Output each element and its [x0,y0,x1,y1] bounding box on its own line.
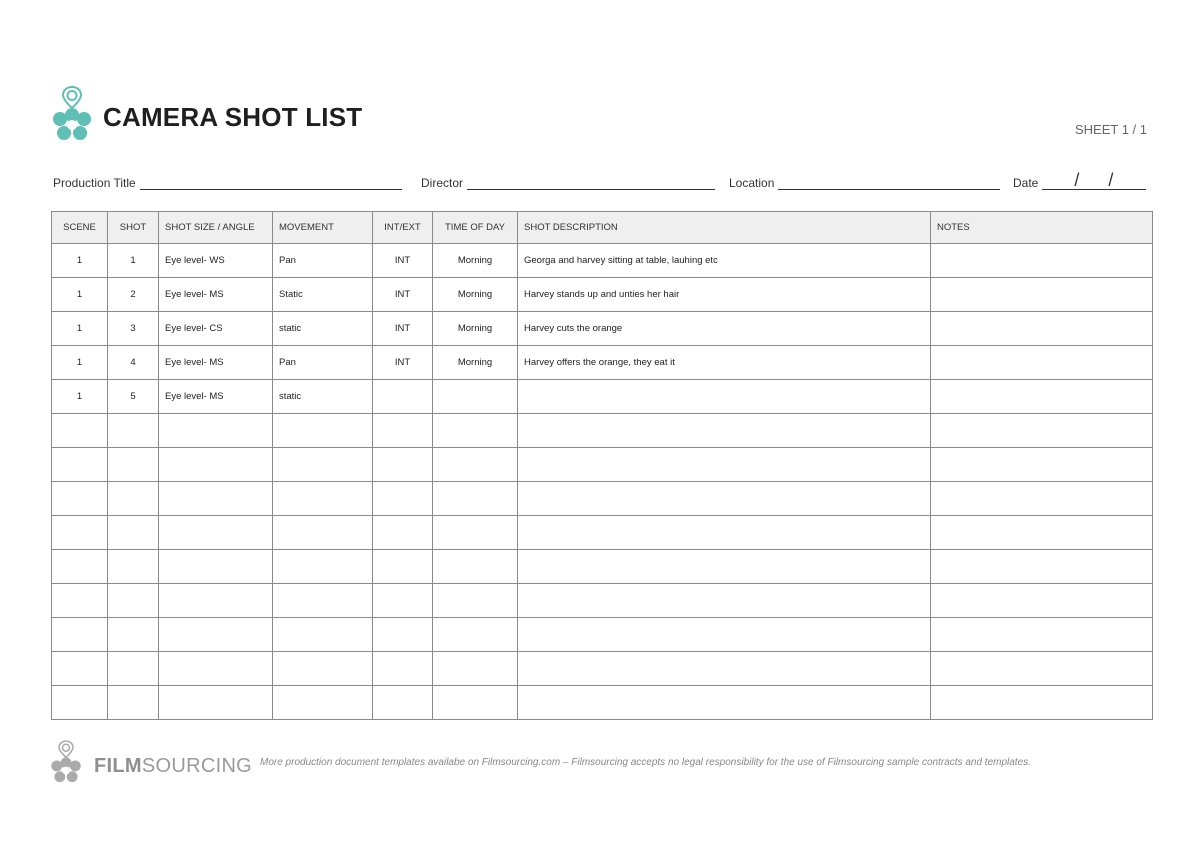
cell-movement[interactable] [273,652,373,686]
column-header-time-of-day: TIME OF DAY [433,212,518,244]
shot-list-table [51,211,1153,720]
cell-movement[interactable] [273,414,373,448]
cell-shot[interactable] [108,448,159,482]
cell-int-ext[interactable] [373,652,433,686]
director-field[interactable] [421,176,715,190]
cell-shot-description[interactable] [518,448,931,482]
cell-shot-description[interactable] [518,516,931,550]
table-row [52,346,1153,380]
cell-shot-description[interactable]: Harvey stands up and unties her hair [518,278,931,312]
cell-time-of-day[interactable]: Morning [433,244,518,278]
table-row [52,618,1153,652]
cell-int-ext[interactable] [373,584,433,618]
cell-shot-size-angle[interactable]: Eye level- MS [159,346,273,380]
cell-shot[interactable] [108,584,159,618]
date-slash: / [1074,170,1080,190]
cell-int-ext[interactable] [373,550,433,584]
footer-brand [94,755,252,778]
table-row [52,414,1153,448]
cell-scene[interactable] [52,448,108,482]
table-row [52,244,1153,278]
production-fields [53,170,1148,194]
cell-scene[interactable] [52,516,108,550]
cell-scene[interactable] [52,550,108,584]
filmsourcing-footer-logo-icon [49,740,83,784]
cell-int-ext[interactable]: INT [373,312,433,346]
cell-shot-description[interactable] [518,686,931,720]
director-line[interactable] [467,177,715,190]
cell-shot-size-angle[interactable] [159,652,273,686]
production-title-line[interactable] [140,177,402,190]
cell-shot[interactable] [108,414,159,448]
cell-scene[interactable]: 1 [52,346,108,380]
cell-notes[interactable] [931,482,1153,516]
cell-scene[interactable] [52,482,108,516]
table-row [52,380,1153,414]
date-field[interactable] [1013,170,1146,190]
filmsourcing-logo-icon [50,86,94,142]
date-line[interactable] [1042,170,1146,190]
cell-time-of-day[interactable]: Morning [433,312,518,346]
cell-time-of-day[interactable] [433,380,518,414]
cell-shot-description[interactable]: Harvey cuts the orange [518,312,931,346]
cell-shot-description[interactable]: Georga and harvey sitting at table, lauhing etc [518,244,931,278]
cell-shot-size-angle[interactable] [159,516,273,550]
column-header-int-ext: INT/EXT [373,212,433,244]
cell-int-ext[interactable]: INT [373,244,433,278]
cell-movement[interactable]: Pan [273,346,373,380]
cell-shot-size-angle[interactable] [159,618,273,652]
table-row [52,448,1153,482]
cell-shot-size-angle[interactable] [159,584,273,618]
cell-scene[interactable]: 1 [52,278,108,312]
cell-notes[interactable] [931,618,1153,652]
cell-shot[interactable]: 5 [108,380,159,414]
sheet-number: SHEET 1 / 1 [1074,122,1147,137]
cell-shot[interactable] [108,686,159,720]
cell-shot-description[interactable] [518,550,931,584]
cell-time-of-day[interactable] [433,482,518,516]
cell-movement[interactable] [273,516,373,550]
cell-scene[interactable] [52,686,108,720]
cell-int-ext[interactable]: INT [373,346,433,380]
cell-shot[interactable] [108,652,159,686]
cell-shot-size-angle[interactable] [159,482,273,516]
footer-brand-bold: FILM [94,755,142,777]
cell-shot[interactable]: 4 [108,346,159,380]
cell-shot-size-angle[interactable] [159,550,273,584]
date-label: Date [1013,176,1039,190]
cell-shot-description[interactable] [518,584,931,618]
cell-time-of-day[interactable] [433,516,518,550]
cell-shot[interactable] [108,482,159,516]
cell-shot[interactable]: 2 [108,278,159,312]
cell-time-of-day[interactable] [433,618,518,652]
cell-shot-size-angle[interactable]: Eye level- CS [159,312,273,346]
cell-time-of-day[interactable] [433,448,518,482]
production-title-field[interactable] [53,176,402,190]
cell-shot[interactable] [108,618,159,652]
table-row [52,686,1153,720]
cell-time-of-day[interactable] [433,686,518,720]
cell-int-ext[interactable] [373,686,433,720]
location-field[interactable] [729,176,1000,190]
cell-notes[interactable] [931,584,1153,618]
cell-int-ext[interactable] [373,414,433,448]
cell-movement[interactable] [273,618,373,652]
cell-int-ext[interactable] [373,380,433,414]
cell-notes[interactable] [931,550,1153,584]
table-body [52,244,1153,720]
cell-shot-description[interactable]: Harvey offers the orange, they eat it [518,346,931,380]
table-row [52,278,1153,312]
production-title-label: Production Title [53,176,136,190]
cell-movement[interactable] [273,686,373,720]
cell-notes[interactable] [931,346,1153,380]
footer-disclaimer: More production document templates availabe on Filmsourcing.com – Filmsourcing accepts no legal responsibility for the use of Filmsourcing sample contracts and templates. [260,757,1031,768]
table-row [52,652,1153,686]
director-label: Director [421,176,464,190]
footer-brand-light: SOURCING [141,755,253,777]
cell-movement[interactable] [273,550,373,584]
cell-notes[interactable] [931,312,1153,346]
cell-notes[interactable] [931,278,1153,312]
cell-scene[interactable]: 1 [52,312,108,346]
cell-shot-size-angle[interactable]: Eye level- MS [159,380,273,414]
cell-movement[interactable]: static [273,312,373,346]
table-header-row [52,212,1153,244]
cell-scene[interactable] [52,414,108,448]
cell-int-ext[interactable] [373,516,433,550]
page-title: CAMERA SHOT LIST [103,102,363,132]
cell-movement[interactable] [273,584,373,618]
cell-int-ext[interactable] [373,448,433,482]
cell-movement[interactable] [273,448,373,482]
cell-time-of-day[interactable]: Morning [433,278,518,312]
table-row [52,482,1153,516]
cell-scene[interactable] [52,584,108,618]
cell-scene[interactable] [52,652,108,686]
cell-shot-size-angle[interactable] [159,686,273,720]
cell-shot-size-angle[interactable]: Eye level- WS [159,244,273,278]
cell-scene[interactable]: 1 [52,380,108,414]
cell-notes[interactable] [931,414,1153,448]
cell-shot-description[interactable] [518,618,931,652]
cell-shot-description[interactable] [518,414,931,448]
column-header-shot-size-angle: SHOT SIZE / ANGLE [159,212,273,244]
location-line[interactable] [778,177,1000,190]
cell-shot[interactable]: 1 [108,244,159,278]
cell-notes[interactable] [931,244,1153,278]
cell-time-of-day[interactable] [433,414,518,448]
date-slash: / [1108,170,1114,190]
cell-shot-description[interactable] [518,380,931,414]
cell-shot[interactable] [108,550,159,584]
cell-movement[interactable]: Pan [273,244,373,278]
table-row [52,312,1153,346]
cell-time-of-day[interactable]: Morning [433,346,518,380]
table-row [52,584,1153,618]
column-header-notes: NOTES [931,212,1153,244]
cell-notes[interactable] [931,380,1153,414]
location-label: Location [729,176,775,190]
column-header-movement: MOVEMENT [273,212,373,244]
column-header-shot: SHOT [108,212,159,244]
cell-int-ext[interactable] [373,482,433,516]
cell-shot-description[interactable] [518,482,931,516]
column-header-scene: SCENE [52,212,108,244]
cell-scene[interactable]: 1 [52,244,108,278]
cell-notes[interactable] [931,652,1153,686]
cell-int-ext[interactable]: INT [373,278,433,312]
cell-notes[interactable] [931,516,1153,550]
cell-scene[interactable] [52,618,108,652]
cell-movement[interactable]: Static [273,278,373,312]
table-row [52,516,1153,550]
column-header-shot-description: SHOT DESCRIPTION [518,212,931,244]
cell-shot-description[interactable] [518,652,931,686]
cell-int-ext[interactable] [373,618,433,652]
cell-time-of-day[interactable] [433,652,518,686]
cell-time-of-day[interactable] [433,584,518,618]
table-row [52,550,1153,584]
cell-shot-size-angle[interactable] [159,448,273,482]
cell-movement[interactable]: static [273,380,373,414]
cell-shot-size-angle[interactable]: Eye level- MS [159,278,273,312]
cell-time-of-day[interactable] [433,550,518,584]
cell-shot[interactable] [108,516,159,550]
cell-notes[interactable] [931,448,1153,482]
cell-shot[interactable]: 3 [108,312,159,346]
cell-shot-size-angle[interactable] [159,414,273,448]
cell-notes[interactable] [931,686,1153,720]
cell-movement[interactable] [273,482,373,516]
